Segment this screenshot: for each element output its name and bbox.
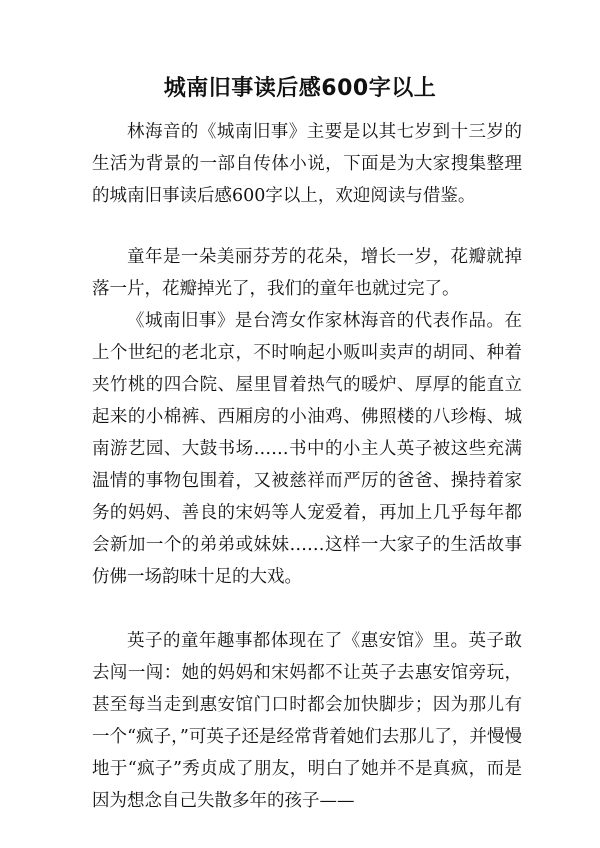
- intro-paragraph: 林海音的《城南旧事》主要是以其七岁到十三岁的生活为背景的一部自传体小说，下面是为大家搜集整理的城南旧事读后感600字以上，欢迎阅读与借鉴。: [92, 122, 522, 206]
- body-paragraph-3: 英子的童年趣事都体现在了《惠安馆》里。英子敢去闯一闯：她的妈妈和宋妈都不让英子去惠安馆旁玩，甚至每当走到惠安馆门口时都会加快脚步；因为那儿有一个“疯子，”可英子还是经常背着她们去那儿了，并慢慢地于“疯子”秀贞成了朋友，明白了她并不是真疯，而是因为想念自己失散多年的孩子——: [92, 631, 522, 811]
- body-paragraph-1: 童年是一朵美丽芬芳的花朵，增长一岁，花瓣就掉落一片，花瓣掉光了，我们的童年也就过完了。: [92, 247, 522, 299]
- body-paragraph-2: 《城南旧事》是台湾女作家林海音的代表作品。在上个世纪的老北京，不时响起小贩叫卖声的胡同、种着夹竹桃的四合院、屋里冒着热气的暖炉、厚厚的能直立起来的小棉裤、西厢房的小油鸡、佛照楼的八珍梅、城南游艺园、大鼓书场……书中的小主人英子被这些充满温情的事物包围着，又被慈祥而严厉的爸爸、操持着家务的妈妈、善良的宋妈等人宠爱着，再加上几乎每年都会新加一个的弟弟或妹妹……这样一大家子的生活故事仿佛一场韵味十足的大戏。: [92, 311, 522, 587]
- document-title: 城南旧事读后感600字以上: [163, 76, 437, 101]
